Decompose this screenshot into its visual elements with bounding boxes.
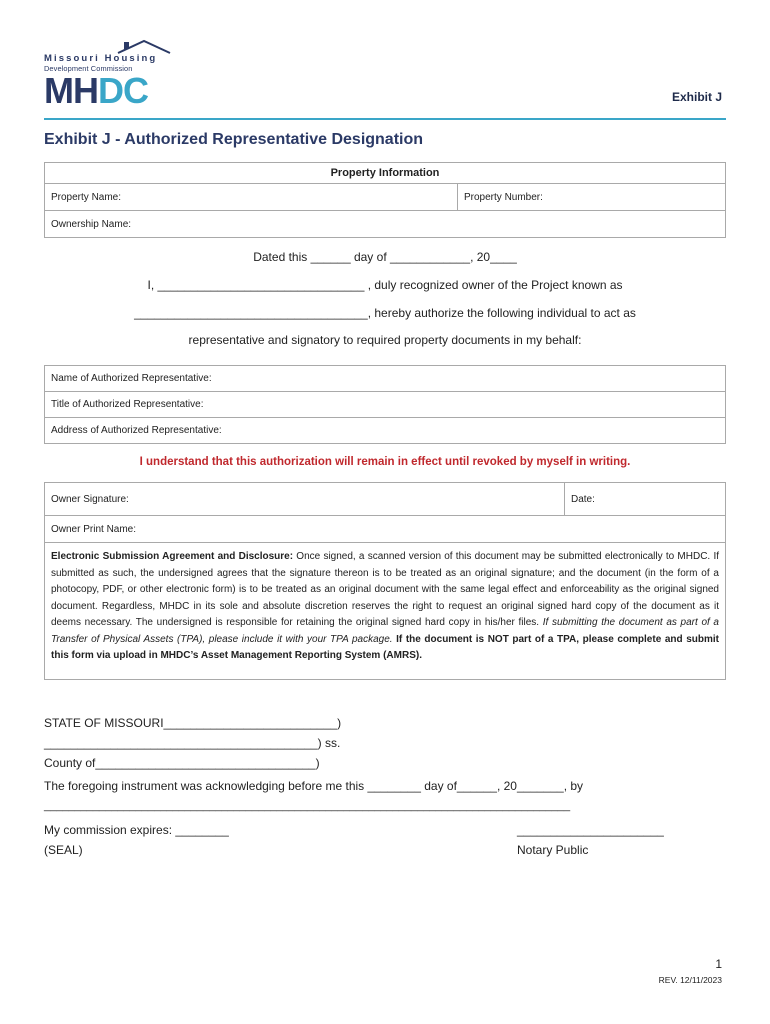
county-line: County of_________________________________): [44, 756, 320, 770]
notary-signature-blank: ______________________: [517, 823, 664, 837]
agreement-body: Once signed, a scanned version of this document may be submitted electronically to MHDC. If submitted as such, the undersigned agrees that the signature thereon is to be treated as an original signature; and the document (in the form of a photocopy, PDF, or other electronic form) is to be treated as an original document with the same legal effect and enforceability as the original signed document. Regardless, MHDC in its sole and absolute discretion reserves the right to request an original signed hard copy of the document as it deems necessary. The undersigned is responsible for retaining the original signed hard copy in his/her files.: [51, 551, 719, 628]
logo-org-name: Missouri Housing: [44, 53, 158, 64]
representative-line: representative and signatory to required property documents in my behalf:: [188, 333, 582, 347]
representative-address-label: Address of Authorized Representative:: [51, 425, 222, 436]
property-info-table: [44, 162, 726, 238]
representative-address-field[interactable]: [45, 418, 726, 444]
commission-expires-line: My commission expires: ________: [44, 823, 229, 837]
seal-label: (SEAL): [44, 843, 83, 857]
owner-signature-field[interactable]: [45, 483, 565, 516]
representative-name-field[interactable]: [45, 366, 726, 392]
state-line: STATE OF MISSOURI__________________________): [44, 716, 342, 730]
agreement-tpa-note: If submitting the document as part of a Transfer of Physical Assets (TPA), please include it with your TPA package.: [51, 617, 719, 645]
property-number-label: Property Number:: [464, 191, 543, 203]
property-name-field[interactable]: [45, 184, 458, 211]
representative-table: [44, 365, 726, 444]
authorization-note: I understand that this authorization will remain in effect until revoked by myself in writing.: [139, 456, 631, 468]
mhdc-logo: [44, 38, 169, 110]
page-number: 1: [715, 957, 722, 971]
page-title: Exhibit J - Authorized Representative Designation: [44, 131, 424, 148]
owner-line: I, _______________________________ , duly recognized owner of the Project known as: [147, 278, 623, 292]
header-divider: [44, 118, 726, 120]
house-roof-icon: [116, 38, 172, 54]
notary-public-label: Notary Public: [517, 843, 589, 857]
agreement-amrs-note: If the document is NOT part of a TPA, please complete and submit this form via upload in MHDC’s Asset Management Reporting System (AMRS).: [51, 633, 719, 661]
owner-signature-label: Owner Signature:: [51, 493, 129, 505]
dated-line: Dated this ______ day of ____________, 20____: [253, 250, 517, 264]
exhibit-tag: Exhibit J: [671, 90, 722, 104]
agreement-heading: Electronic Submission Agreement and Disclosure:: [51, 551, 294, 562]
property-number-field[interactable]: [458, 184, 726, 211]
ss-line: _________________________________________) ss.: [44, 736, 341, 750]
property-info-heading: Property Information: [45, 163, 726, 184]
owner-print-name-label: Owner Print Name:: [51, 523, 137, 535]
authorize-line: ___________________________________, hereby authorize the following individual to act as: [134, 306, 636, 320]
signature-table: [44, 482, 726, 680]
acknowledge-blank: ______________________________________________________________________________________: [44, 800, 571, 812]
date-label: Date:: [571, 493, 595, 505]
logo-mark: MHDC: [44, 70, 148, 111]
acknowledge-line: The foregoing instrument was acknowledging before me this ________ day of______, 20_______, by: [44, 779, 584, 793]
electronic-submission-agreement: [45, 543, 726, 680]
ownership-name-field[interactable]: [45, 211, 726, 238]
representative-name-label: Name of Authorized Representative:: [51, 373, 212, 384]
representative-title-label: Title of Authorized Representative:: [51, 399, 204, 410]
revision-date: REV. 12/11/2023: [658, 975, 722, 985]
property-name-label: Property Name:: [51, 191, 122, 203]
date-field[interactable]: [565, 483, 726, 516]
owner-print-name-field[interactable]: [45, 516, 726, 543]
logo-org-subtitle: Development Commission: [44, 64, 133, 73]
ownership-name-label: Ownership Name:: [51, 218, 132, 230]
representative-title-field[interactable]: [45, 392, 726, 418]
